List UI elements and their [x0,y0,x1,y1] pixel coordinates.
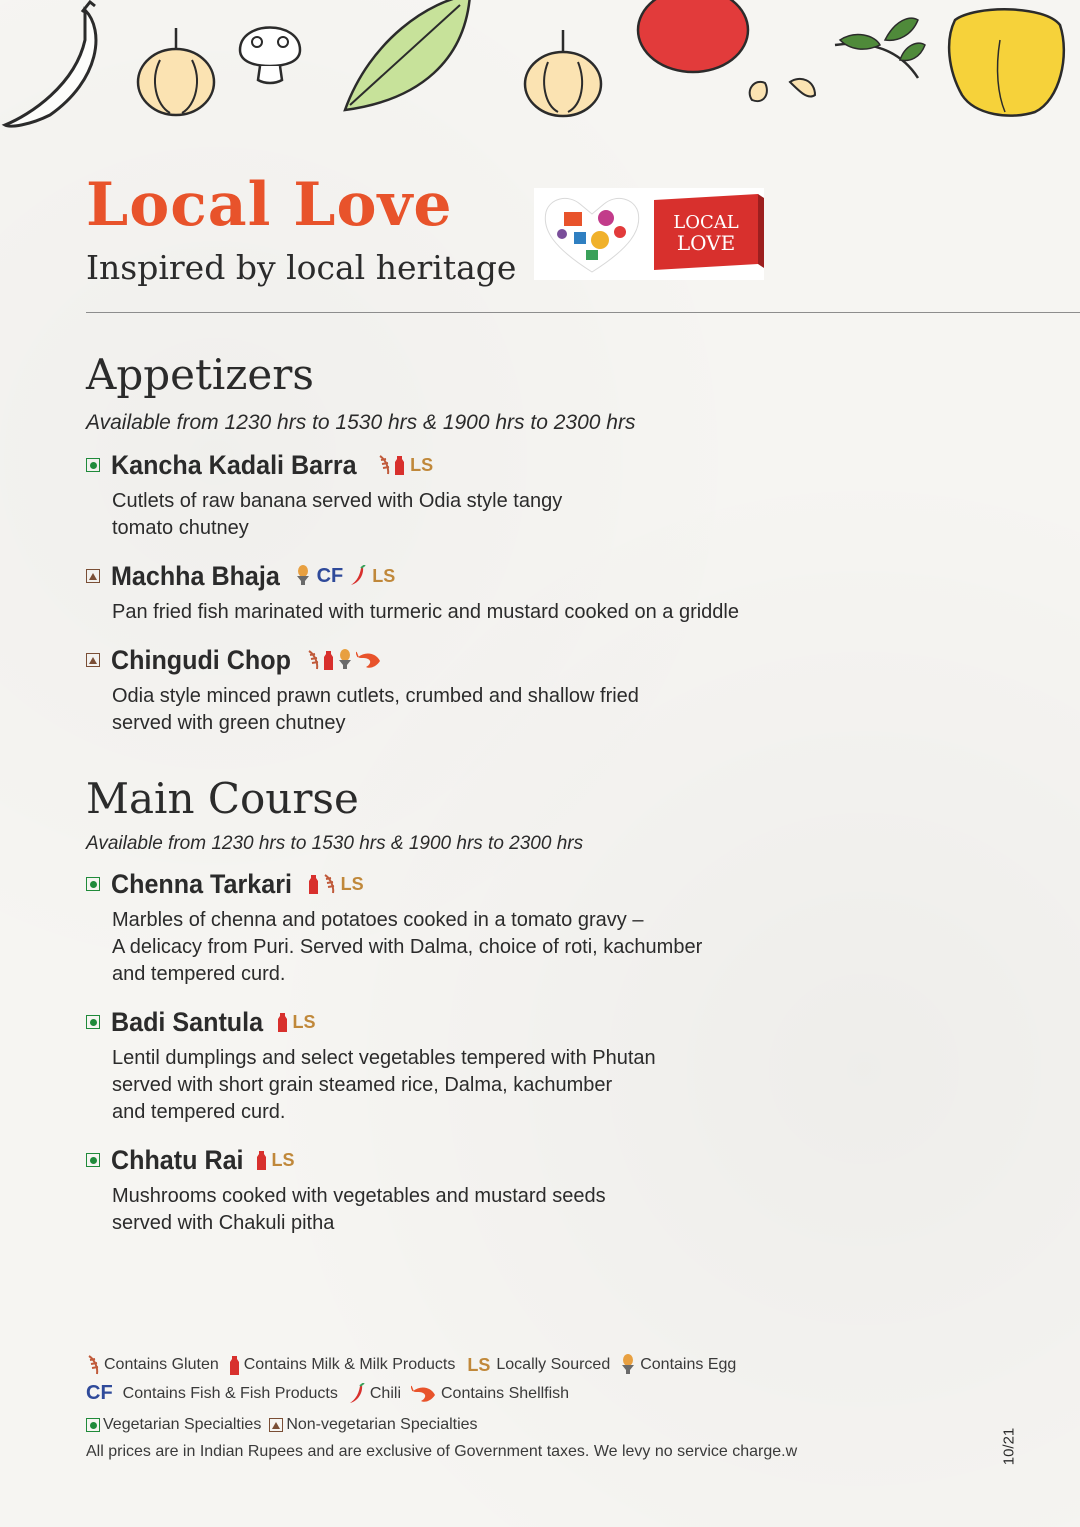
item-name: Chingudi Chop [111,644,291,675]
legend-veg [86,1416,261,1434]
logo-badge-line1: LOCAL [673,212,739,233]
legend-locally-sourced [465,1355,610,1376]
price-disclaimer: All prices are in Indian Rupees and are exclusive of Government taxes. We levy no service charge.w [86,1443,798,1460]
appetizers-availability: Available from 1230 hrs to 1530 hrs & 1900 hrs to 2300 hrs [86,411,636,434]
legend-milk [229,1354,456,1376]
fish-tag: CF [316,564,344,587]
item-name: Badi Santula [111,1006,264,1037]
leaf-illustration-icon [345,0,470,110]
veg-indicator-icon [86,458,100,472]
main-course-availability: Available from 1230 hrs to 1530 hrs & 1900 hrs to 2300 hrs [86,833,584,854]
locally-sourced-tag: LS [410,454,434,475]
legend-chili-label: Chili [369,1384,401,1402]
veg-indicator-icon [86,1153,100,1167]
legend-fish [86,1382,338,1405]
gluten-icon [322,873,336,895]
veg-indicator-icon [86,1015,100,1029]
chili-illustration-icon [5,2,96,126]
bell-pepper-illustration-icon [949,9,1064,115]
chili-icon [349,565,367,587]
milk-icon [256,1149,267,1171]
header-divider [86,312,1080,313]
legend-gluten-label: Contains Gluten [104,1356,219,1373]
legend-nonveg [269,1416,477,1434]
legend-row-2 [86,1382,579,1405]
egg-icon [295,565,311,587]
menu-item [86,559,986,626]
item-name: Machha Bhaja [111,560,280,591]
legend-row-1 [86,1354,746,1376]
nonveg-indicator-icon [86,569,100,583]
section-title-main-course: Main Course [86,774,359,823]
gluten-icon [86,1354,100,1376]
pomegranate-illustration-icon [638,0,748,72]
gluten-icon [306,649,320,671]
page-subtitle: Inspired by local heritage [86,248,517,287]
legend-egg-label: Contains Egg [640,1356,737,1373]
legend-fish-label: Contains Fish & Fish Products [122,1384,338,1402]
shellfish-icon [356,649,382,671]
gluten-icon [377,454,391,476]
menu-item [86,643,986,737]
legend-chili [348,1383,401,1405]
locally-sourced-tag: LS [372,565,396,586]
legend-shellfish-label: Contains Shellfish [441,1384,570,1402]
mushroom-illustration-icon [240,28,300,84]
legend-gluten [86,1354,219,1376]
legend-row-3 [86,1416,488,1434]
menu-item [86,867,986,988]
item-description: Odia style minced prawn cutlets, crumbed and shallow fried served with green chutney [112,685,639,734]
herb-sprig-illustration-icon [835,18,925,78]
menu-item [86,1005,986,1126]
egg-icon [620,1354,636,1376]
legend-nonveg-label: Non-vegetarian Specialties [286,1416,478,1433]
milk-icon [394,454,405,476]
page-number-label: 10/21 [1000,1427,1018,1465]
milk-icon [323,649,334,671]
section-title-appetizers: Appetizers [86,350,314,399]
legend-ls-code: LS [467,1354,491,1375]
legend-cf-code: CF [86,1382,113,1404]
page-title: Local Love [86,170,453,240]
cashew-illustration-icon [750,79,815,101]
menu-item [86,1143,986,1237]
legend-egg [620,1354,736,1376]
veg-indicator-icon [86,1418,100,1432]
vegetable-illustrations [0,0,1080,140]
legend-veg-label: Vegetarian Specialties [103,1416,262,1433]
item-description: Cutlets of raw banana served with Odia style tangy tomato chutney [112,490,563,539]
item-description: Marbles of chenna and potatoes cooked in a tomato gravy – A delicacy from Puri. Served with Dalma, choice of roti, kachumber and tempered curd. [112,909,703,985]
item-description: Lentil dumplings and select vegetables tempered with Phutan served with short grain steamed rice, Dalma, kachumber and tempered curd. [112,1047,656,1123]
page-number [994,1426,1024,1466]
item-description: Pan fried fish marinated with turmeric and mustard cooked on a griddle [112,601,739,623]
milk-icon [277,1011,288,1033]
legend-shellfish [411,1383,569,1405]
garlic-illustration-icon [138,28,214,115]
locally-sourced-tag: LS [271,1149,295,1170]
shellfish-icon [411,1383,437,1405]
milk-icon [308,873,319,895]
nonveg-indicator-icon [86,653,100,667]
locally-sourced-tag: LS [340,873,364,894]
logo-badge-line2: LOVE [676,231,736,255]
legend-milk-label: Contains Milk & Milk Products [243,1356,456,1373]
menu-item [86,448,986,542]
nonveg-indicator-icon [269,1418,283,1432]
locally-sourced-tag: LS [292,1011,316,1032]
item-description: Mushrooms cooked with vegetables and mustard seeds served with Chakuli pitha [112,1185,606,1234]
chili-icon [348,1383,366,1405]
item-name: Chhatu Rai [111,1144,244,1175]
local-love-logo [534,188,764,280]
veg-indicator-icon [86,877,100,891]
item-name: Kancha Kadali Barra [111,449,357,480]
legend-ls-label: Locally Sourced [496,1356,611,1373]
milk-icon [229,1354,240,1376]
item-name: Chenna Tarkari [111,868,292,899]
egg-icon [337,649,353,671]
garlic-illustration-2-icon [525,30,601,116]
